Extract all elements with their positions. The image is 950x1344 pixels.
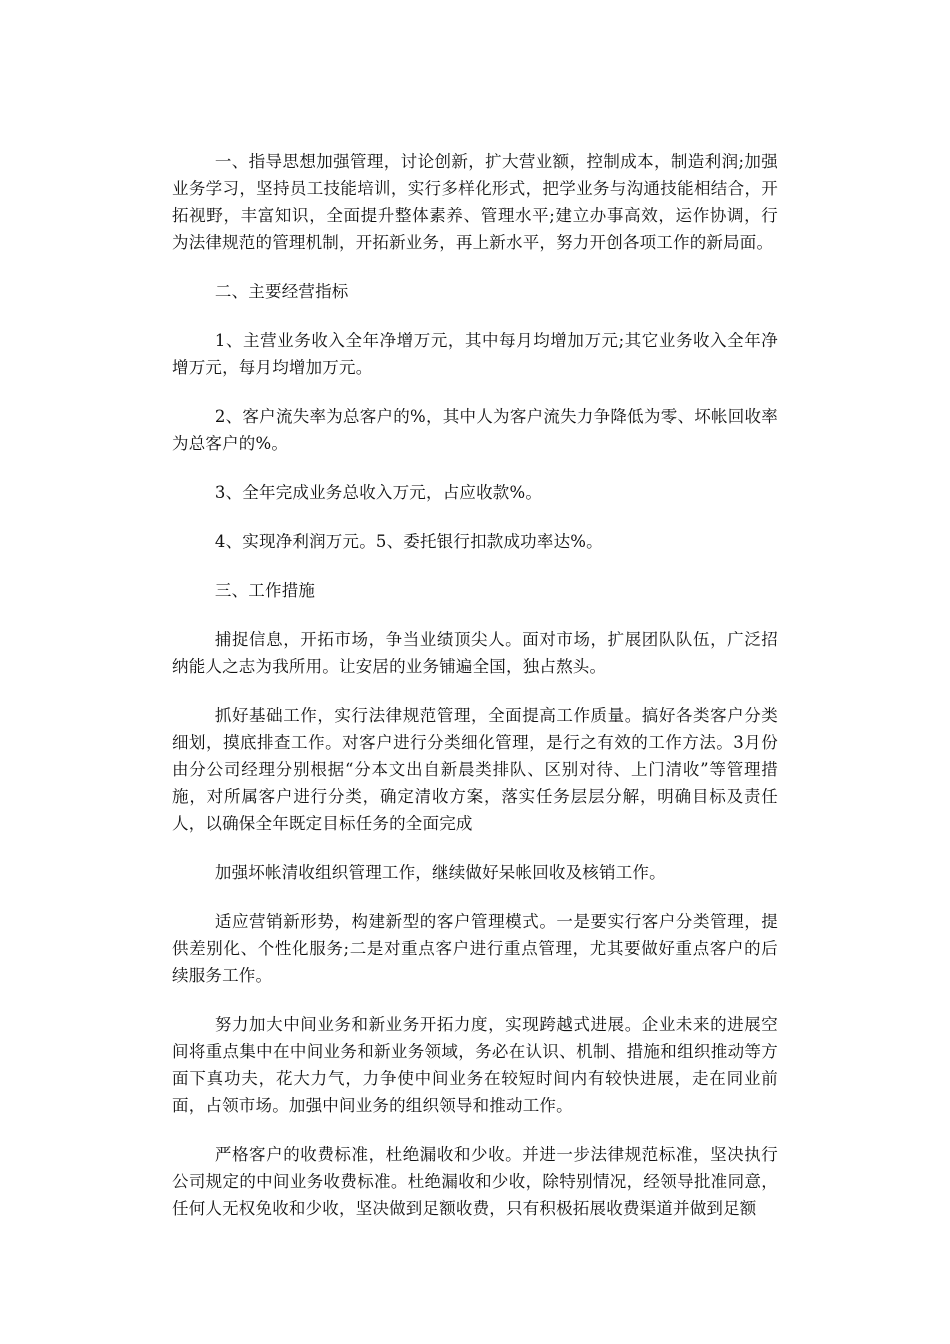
paragraph-measure-market: 捕捉信息，开拓市场，争当业绩顶尖人。面对市场，扩展团队队伍，广泛招纳能人之志为我所用。让安居的业务铺遍全国，独占熬头。 — [172, 630, 778, 676]
paragraph-measure-fee-standards: 严格客户的收费标准，杜绝漏收和少收。并进一步法律规范标准，坚决执行公司规定的中间业务收费标准。杜绝漏收和少收，除特别情况，经领导批准同意，任何人无权免收和少收，坚决做到足额收费，只有积极拓展收费渠道并做到足额 — [172, 1145, 778, 1218]
paragraph-measure-intermediate-business: 努力加大中间业务和新业务开拓力度，实现跨越式进展。企业未来的进展空间将重点集中在中间业务和新业务领域，务必在认识、机制、措施和组织推动等方面下真功夫，花大力气，力争使中间业务在较短时间内有较快进展，走在同业前面，占领市场。加强中间业务的组织领导和推动工作。 — [172, 1015, 778, 1115]
paragraph-measure-basics: 抓好基础工作，实行法律规范管理，全面提高工作质量。搞好各类客户分类细划，摸底排查工作。对客户进行分类细化管理，是行之有效的工作方法。3月份由分公司经理分别根据“分本文出自新晨类排队、区别对待、上门清收”等管理措施，对所属客户进行分类，确定清收方案，落实任务层层分解，明确目标及责任人，以确保全年既定目标任务的全面完成 — [172, 706, 778, 833]
heading-work-measures: 三、工作措施 — [214, 581, 316, 600]
document-body — [172, 148, 778, 1244]
paragraph-indicator-2: 2、客户流失率为总客户的%，其中人为客户流失力争降低为零、坏帐回收率为总客户的%。 — [172, 407, 778, 453]
paragraph-measure-customer-model: 适应营销新形势，构建新型的客户管理模式。一是要实行客户分类管理，提供差别化、个性化服务;二是对重点客户进行重点管理，尤其要做好重点客户的后续服务工作。 — [172, 912, 778, 985]
paragraph-guiding-idea: 一、指导思想加强管理，讨论创新，扩大营业额，控制成本，制造利润;加强业务学习，坚持员工技能培训，实行多样化形式，把学业务与沟通技能相结合，开拓视野，丰富知识，全面提升整体素养、管理水平;建立办事高效，运作协调，行为法律规范的管理机制，开拓新业务，再上新水平，努力开创各项工作的新局面。 — [172, 152, 778, 252]
paragraph-measure-bad-debt: 加强坏帐清收组织管理工作，继续做好呆帐回收及核销工作。 — [214, 863, 666, 882]
heading-main-indicators: 二、主要经营指标 — [214, 282, 349, 301]
paragraph-indicator-1: 1、主营业务收入全年净增万元，其中每月均增加万元;其它业务收入全年净增万元，每月均增加万元。 — [172, 331, 778, 377]
paragraph-indicator-3: 3、全年完成业务总收入万元，占应收款%。 — [214, 483, 543, 502]
paragraph-indicator-4-5: 4、实现净利润万元。5、委托银行扣款成功率达%。 — [214, 532, 603, 551]
